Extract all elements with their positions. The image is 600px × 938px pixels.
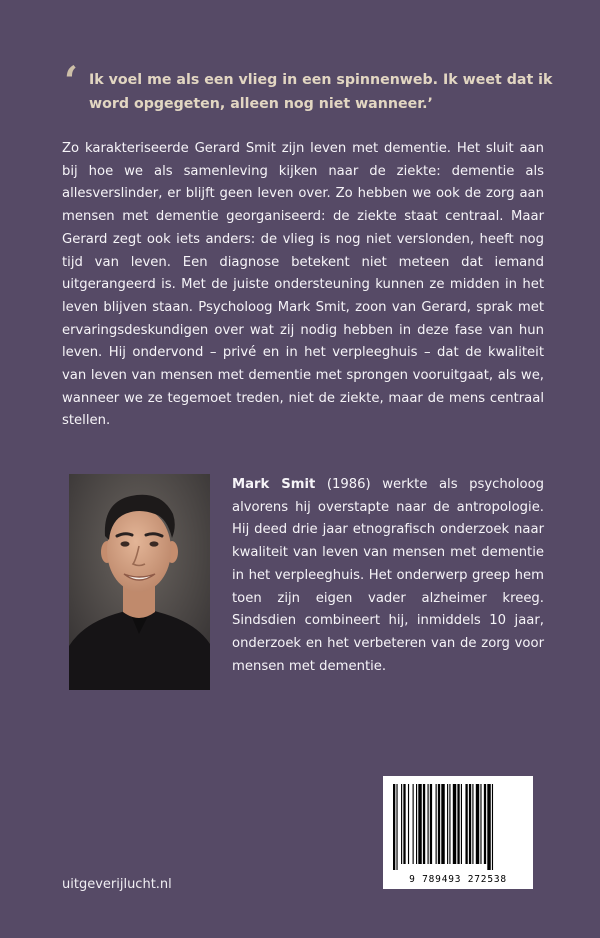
barcode-bar [447, 784, 448, 864]
barcode-bar [441, 784, 444, 864]
pull-quote [64, 58, 566, 116]
barcode-bar [430, 784, 432, 864]
isbn-barcode [383, 776, 533, 889]
barcode-bar [401, 784, 402, 864]
blurb-text: Zo karakteriseerde Gerard Smit zijn leven met dementie. Het sluit aan bij hoe we als samenleving kijken naar de ziekte: dementie als allesverslinder, er blijft geen leven over. Zo hebben we ook de zorg aan mensen met dementie georganiseerd: de ziekte staat centraal. Maar Gerard zegt ook iets anders: de vlieg is nog niet verslonden, heeft nog tijd van leven. Een diagnose betekent niet meteen dat iemand uitgerangeerd is. Met de juiste ondersteuning kunnen ze midden in het leven blijven staan. Psycholoog Mark Smit, zoon van Gerard, sprak met ervaringsdeskundigen over wat zij nodig hebben in deze fase van hun leven. Hij ondervond – privé en in het verpleeghuis – dat de kwaliteit van leven van mensen met dementie met sprongen vooruitgaat, als we, wanneer we ze tegemoet treden, niet de ziekte, maar de mens centraal stellen. [62, 141, 544, 429]
barcode-bar [438, 784, 440, 864]
barcode-bar [476, 784, 479, 864]
author-bio-text: (1986) werkte als psycholoog alvorens hij overstapte naar de antropologie. Hij deed drie jaar etnografisch onderzoek naar kwaliteit van leven van mensen met dementie in het verpleeghuis. Het onderwerp greep hem toen zijn eigen vader alzheimer kreeg. Sindsdien combineert hij, inmiddels 10 jaar, onderzoek en het verbeteren van de zorg voor mensen met dementie. [232, 477, 545, 674]
author-photo [69, 474, 210, 690]
barcode-bar [403, 784, 405, 864]
barcode-bar [413, 784, 414, 864]
barcode-bar [416, 784, 417, 864]
author-portrait-image [69, 474, 210, 690]
barcode-bar [428, 784, 429, 864]
barcode-bar [408, 784, 409, 864]
author-bio [232, 474, 544, 678]
barcode-bar [453, 784, 456, 864]
barcode-bar [436, 784, 437, 864]
barcode-bar [480, 784, 481, 864]
barcode-bar [484, 784, 486, 864]
barcode-bars [383, 776, 533, 876]
barcode-bar [465, 784, 467, 864]
quote-text: Ik voel me als een vlieg in een spinnenweb. Ik weet dat ik word opgegeten, alleen nog niet wanneer.’ [89, 72, 553, 112]
publisher-website: uitgeverijlucht.nl [62, 877, 172, 892]
barcode-bar [487, 784, 490, 870]
author-name: Mark Smit [232, 477, 316, 492]
barcode-bar [449, 784, 450, 864]
isbn-digits: 9 789493 272538 [409, 874, 507, 885]
barcode-bar [457, 784, 459, 864]
barcode-bar [469, 784, 471, 864]
barcode-bar [423, 784, 425, 864]
barcode-bar [418, 784, 421, 864]
barcode-bar [472, 784, 473, 864]
barcode-bar [396, 784, 397, 870]
barcode-bar [492, 784, 493, 870]
quote-mark: ‘ [64, 58, 78, 105]
barcode-bar [461, 784, 462, 864]
barcode-bar [393, 784, 395, 870]
